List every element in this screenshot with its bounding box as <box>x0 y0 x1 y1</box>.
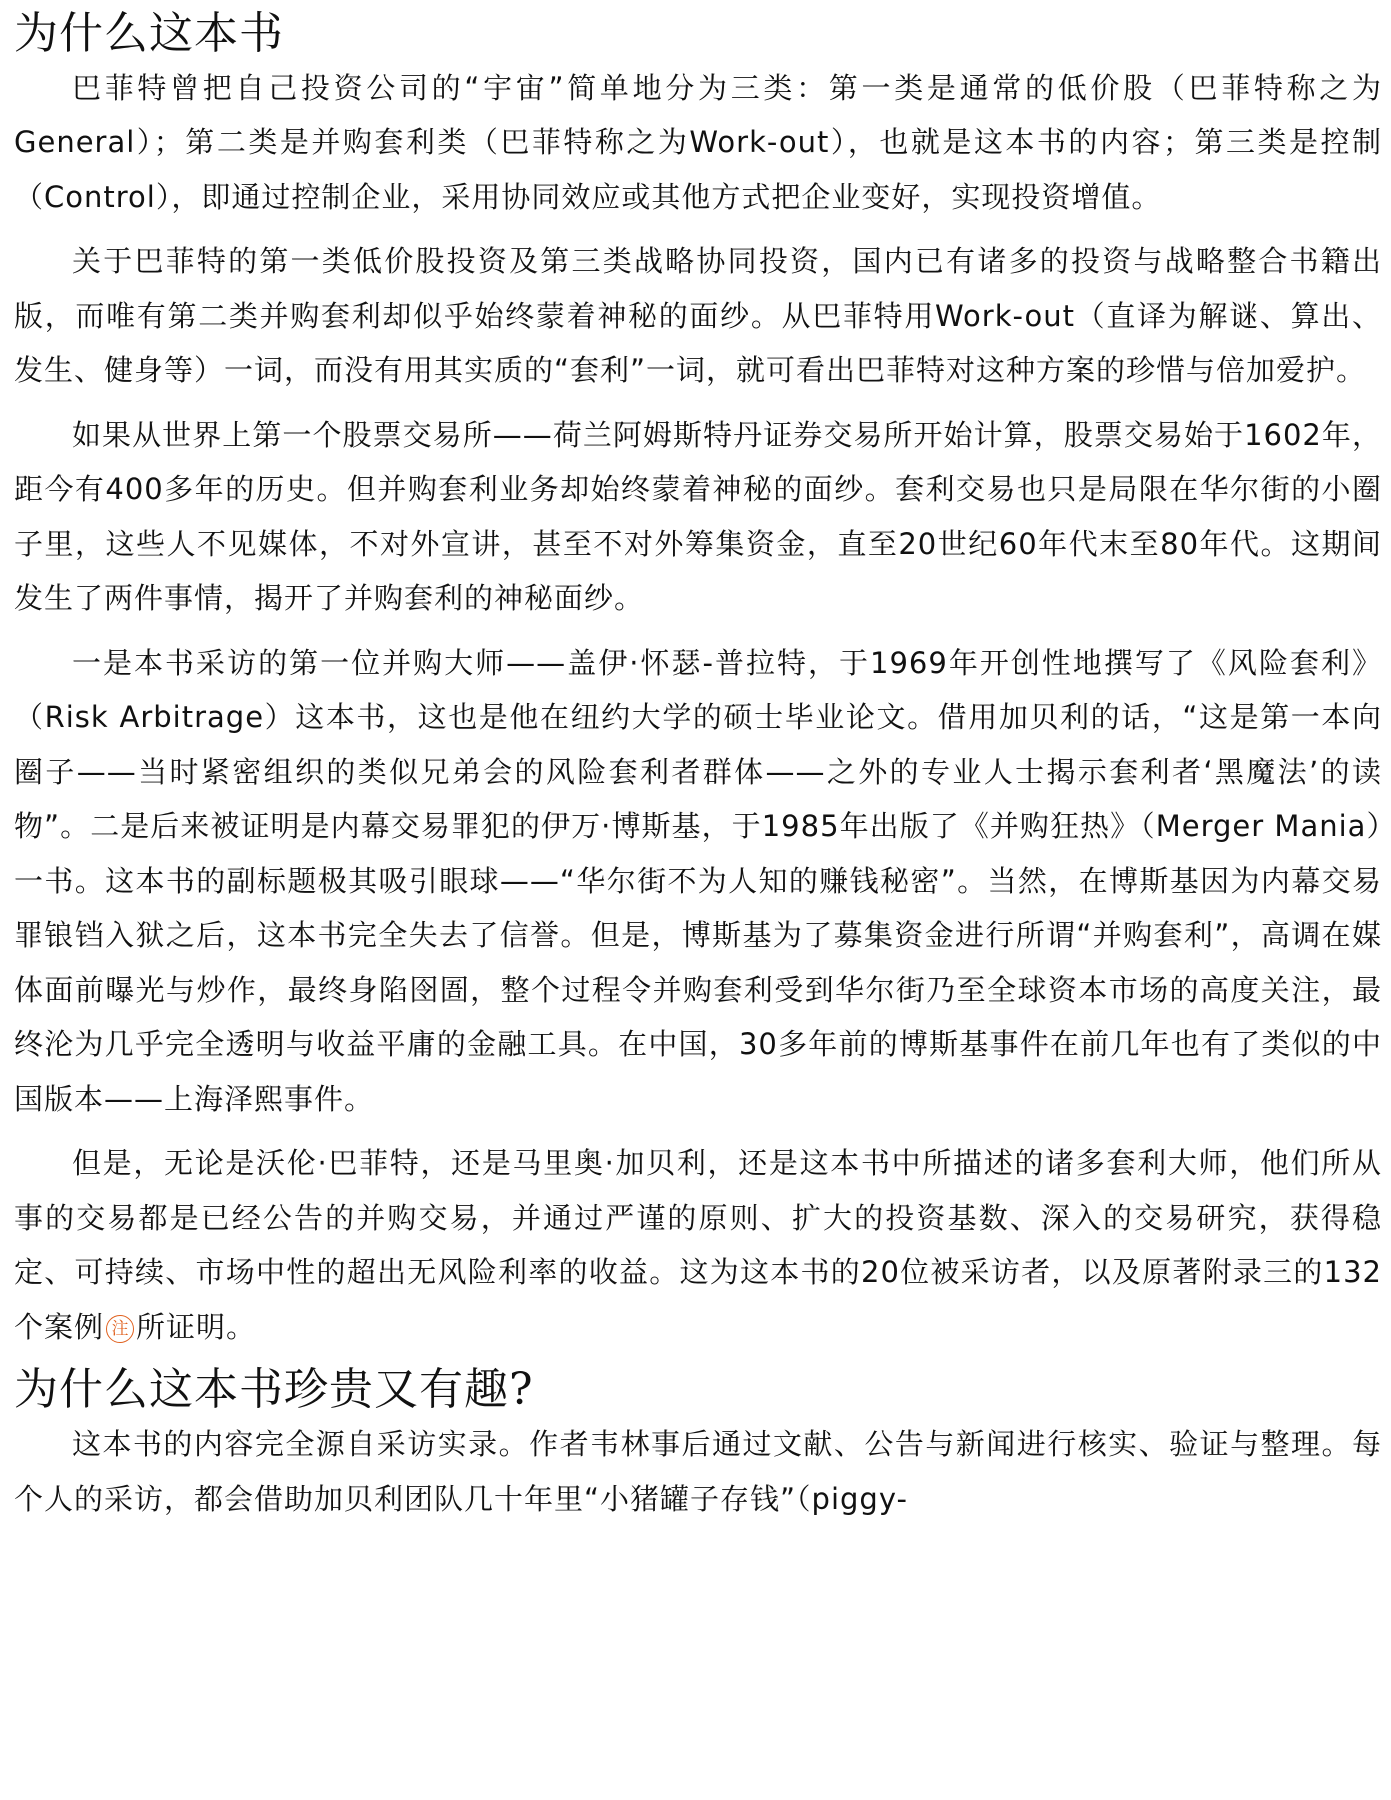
body-paragraph: 一是本书采访的第一位并购大师——盖伊·怀瑟-普拉特，于1969年开创性地撰写了《风险套利》（Risk Arbitrage）这本书，这也是他在纽约大学的硕士毕业论文。借用加贝利的话，“这是第一本向圈子——当时紧密组织的类似兄弟会的风险套利者群体——之外的专业人士揭示套利者‘黑魔法’的读物”。二是后来被证明是内幕交易罪犯的伊万·博斯基，于1985年出版了《并购狂热》（Merger Mania）一书。这本书的副标题极其吸引眼球——“华尔街不为人知的赚钱秘密”。当然，在博斯基因为内幕交易罪锒铛入狱之后，这本书完全失去了信誉。但是，博斯基为了募集资金进行所谓“并购套利”，高调在媒体面前曝光与炒作，最终身陷囹圄，整个过程令并购套利受到华尔街乃至全球资本市场的高度关注，最终沦为几乎完全透明与收益平庸的金融工具。在中国，30多年前的博斯基事件在前几年也有了类似的中国版本——上海泽熙事件。 <box>14 645 1382 1116</box>
body-paragraph: 巴菲特曾把自己投资公司的“宇宙”简单地分为三类：第一类是通常的低价股（巴菲特称之为General）；第二类是并购套利类（巴菲特称之为Work-out），也就是这本书的内容；第三类是控制（Control），即通过控制企业，采用协同效应或其他方式把企业变好，实现投资增值。 <box>14 70 1382 214</box>
body-paragraph: 这本书的内容完全源自采访实录。作者韦林事后通过文献、公告与新闻进行核实、验证与整理。每个人的采访，都会借助加贝利团队几十年里“小猪罐子存钱”（piggy- <box>14 1427 1382 1516</box>
body-paragraph: 关于巴菲特的第一类低价股投资及第三类战略协同投资，国内已有诸多的投资与战略整合书籍出版，而唯有第二类并购套利却似乎始终蒙着神秘的面纱。从巴菲特用Work-out（直译为解谜、算出、发生、健身等）一词，而没有用其实质的“套利”一词，就可看出巴菲特对这种方案的珍惜与倍加爱护。 <box>14 244 1382 388</box>
paragraph-text: 但是，无论是沃伦·巴菲特，还是马里奥·加贝利，还是这本书中所描述的诸多套利大师，他们所从事的交易都是已经公告的并购交易，并通过严谨的原则、扩大的投资基数、深入的交易研究，获得稳定、可持续、市场中性的超出无风险利率的收益。这为这本书的20位被采访者，以及原著附录三的132个案例 <box>14 1146 1382 1344</box>
footnote-marker-icon[interactable]: 注 <box>106 1315 134 1343</box>
book-page <box>14 0 1382 1536</box>
body-paragraph: 如果从世界上第一个股票交易所——荷兰阿姆斯特丹证券交易所开始计算，股票交易始于1602年，距今有400多年的历史。但并购套利业务却始终蒙着神秘的面纱。套利交易也只是局限在华尔街的小圈子里，这些人不见媒体，不对外宣讲，甚至不对外筹集资金，直至20世纪60年代末至80年代。这期间发生了两件事情，揭开了并购套利的神秘面纱。 <box>14 417 1382 616</box>
body-paragraph-with-note <box>14 1136 1382 1354</box>
section-heading-why-this-book: 为什么这本书 <box>14 8 284 59</box>
paragraph-text-end: 所证明。 <box>136 1309 257 1344</box>
section-heading-why-precious: 为什么这本书珍贵又有趣? <box>14 1364 534 1416</box>
